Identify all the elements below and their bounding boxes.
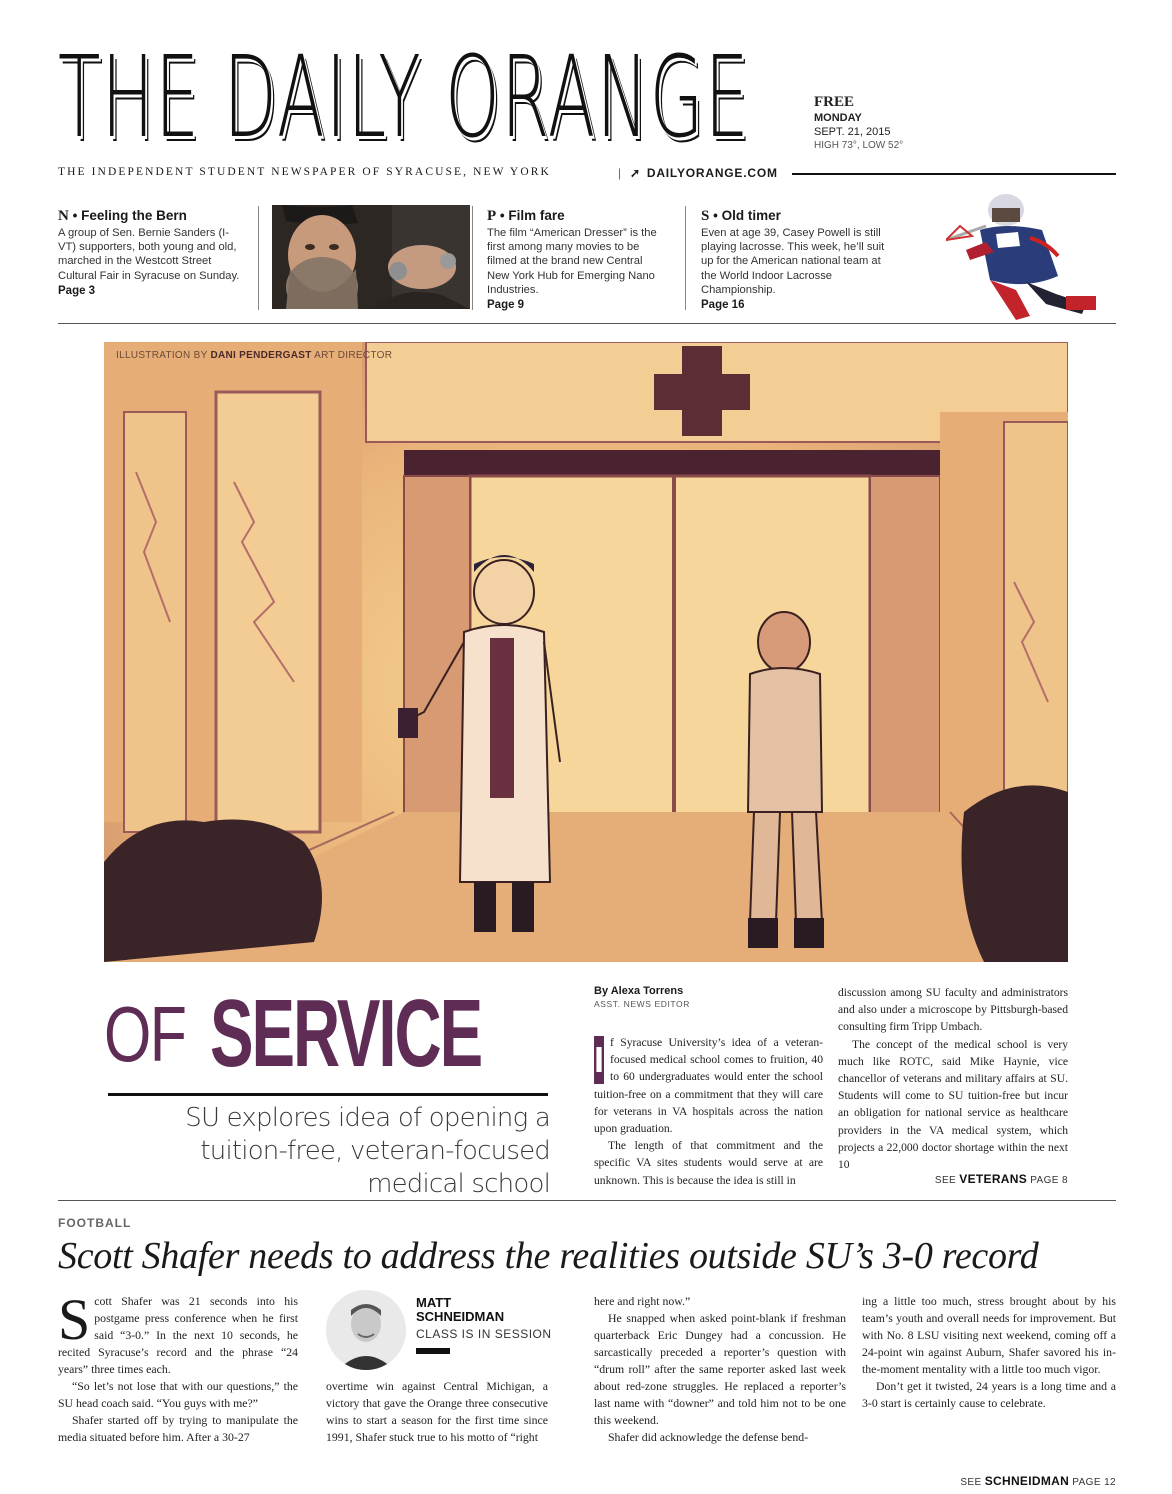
credit-role: ART DIRECTOR xyxy=(311,350,393,361)
section-rule xyxy=(58,1200,1116,1201)
tagline: THE INDEPENDENT STUDENT NEWSPAPER OF SYRACUSE, NEW YORK xyxy=(58,166,551,178)
teaser-body: Even at age 39, Casey Powell is still playing lacrosse. This week, he’ll suit up for the American national team at the World Indoor Lacrosse Championship. xyxy=(701,227,885,296)
story-paragraph: The concept of the medical school is very much like ROTC, said Mike Haynie, vice chancellor of veterans and military affairs at SU. Students will come to SU tuition-free but incur an obligation for national service as healthcare providers in the VA medical system, which projects a 22,000 doctor shortage within the next 10 xyxy=(838,1037,1068,1172)
teaser-body: A group of Sen. Bernie Sanders (I-VT) supporters, both young and old, marched in the Westcott Street Cultural Fair in Syracuse on Sunday. xyxy=(58,227,240,282)
price-label: FREE xyxy=(814,94,855,110)
lacrosse-player-image xyxy=(946,186,1118,322)
teaser-title: • Old timer xyxy=(709,208,781,223)
website-label: DAILYORANGE.COM xyxy=(646,166,778,180)
column-divider xyxy=(472,206,473,310)
website-link[interactable] xyxy=(630,166,778,180)
story-paragraph: ing a little too much, stress brought about by his team’s youth and overall needs for improvement. But with No. 8 LSU visiting next weekend, coming off a 24-point win against Auburn, Shafer savored his in-the-moment mentality with a little too much vigor. xyxy=(862,1294,1116,1376)
column-divider xyxy=(685,206,686,310)
story-paragraph: here and right now.” xyxy=(594,1294,691,1308)
section-letter: P xyxy=(487,208,497,224)
football-column-3 xyxy=(594,1293,846,1446)
byline-role: ASST. NEWS EDITOR xyxy=(594,999,691,1009)
paragraph-text: f Syracuse University’s idea of a veteran-focused medical school comes to fruition, 40 to 60 undergraduates would enter the school tuition-free on a commitment that they will care for veterans in VA hospitals across the nation upon graduation. xyxy=(594,1036,823,1136)
jump-see: SEE xyxy=(934,1175,960,1186)
teaser-page: Page 3 xyxy=(58,284,96,297)
columnist-portrait xyxy=(326,1290,406,1370)
weather-forecast: HIGH 73°, LOW 52° xyxy=(814,140,904,151)
column-title: CLASS IS IN SESSION xyxy=(416,1327,552,1341)
story-paragraph: overtime win against Central Michigan, a victory that gave the Orange three consecutive wins to start a season for the first time since 1991, Shafer stuck true to his motto of “right xyxy=(326,1379,548,1444)
jump-word: SCHNEIDMAN xyxy=(984,1474,1070,1488)
teaser-heading xyxy=(58,208,240,224)
football-headline[interactable]: Scott Shafer needs to address the realities outside SU’s 3-0 record xyxy=(58,1235,1039,1277)
section-kicker: FOOTBALL xyxy=(58,1216,132,1230)
story-paragraph: discussion among SU faculty and administrators and also under a microscope by Pittsburgh-based consulting firm Tripp Umbach. xyxy=(838,986,1068,1034)
story-jump-link[interactable] xyxy=(838,1172,1068,1186)
tagline-separator: | xyxy=(618,165,621,180)
headline-rule xyxy=(108,1093,548,1096)
jump-page: PAGE 8 xyxy=(1027,1175,1068,1186)
football-jump-link[interactable] xyxy=(862,1474,1116,1488)
headline-service: SERVICE xyxy=(210,980,482,1087)
edition-info xyxy=(814,94,934,153)
teaser-news[interactable] xyxy=(58,208,240,299)
story-column-2 xyxy=(838,984,1068,1173)
teaser-title: • Feeling the Bern xyxy=(68,208,187,223)
illustration-credit xyxy=(116,350,392,361)
columnist-name: MATT SCHNEIDMAN xyxy=(416,1295,505,1324)
story-paragraph: Shafer did acknowledge the defense bend- xyxy=(608,1430,809,1444)
paragraph-text: cott Shafer was 21 seconds into his postgame press conference when he first said “3-0.” In the next 10 seconds, he recited Syracuse’s record and the phrase “24 years” three times each. xyxy=(58,1294,298,1376)
cover-illustration xyxy=(104,342,1068,962)
credit-prefix: ILLUSTRATION BY xyxy=(116,350,211,361)
football-column-1 xyxy=(58,1287,298,1446)
jump-see: SEE xyxy=(960,1477,985,1488)
main-headline[interactable] xyxy=(104,980,482,1087)
football-column-2 xyxy=(326,1378,548,1446)
column-divider xyxy=(258,206,259,310)
byline-name: By Alexa Torrens xyxy=(594,985,684,997)
football-column-4 xyxy=(862,1293,1116,1412)
story-paragraph xyxy=(594,1034,823,1137)
bernie-supporter-image xyxy=(272,205,470,309)
teaser-title: • Film fare xyxy=(496,208,565,223)
drop-cap: I xyxy=(594,1036,604,1084)
tagline-rule xyxy=(792,173,1116,175)
jump-word: VETERANS xyxy=(959,1172,1028,1186)
column-accent-bar xyxy=(416,1348,450,1354)
credit-name: DANI PENDERGAST xyxy=(210,350,312,361)
byline xyxy=(594,985,690,1009)
story-paragraph: Don’t get it twisted, 24 years is a long time and a 3-0 start is certainly cause to celebrate. xyxy=(862,1379,1116,1410)
teaser-sports[interactable] xyxy=(701,208,895,313)
story-paragraph: “So let’s not lose that with our questions,” the SU head coach said. “You guys with me?” xyxy=(58,1379,298,1410)
headline-of: OF xyxy=(104,990,186,1078)
teaser-body: The film “American Dresser” is the first among many movies to be filmed at the brand new Central New York Hub for Emerging Nano Industries. xyxy=(487,227,657,296)
story-column-1 xyxy=(594,1034,823,1189)
issue-date: SEPT. 21, 2015 xyxy=(814,126,891,138)
teaser-pulp[interactable] xyxy=(487,208,665,313)
teaser-heading xyxy=(701,208,895,224)
jump-page: PAGE 12 xyxy=(1069,1477,1116,1488)
teaser-page: Page 16 xyxy=(701,299,745,312)
story-paragraph: Shafer started off by trying to manipulate the media situated before him. After a 30-27 xyxy=(58,1413,298,1444)
arrow-icon: ➚ xyxy=(630,166,641,180)
story-paragraph xyxy=(58,1287,298,1378)
hospital-scene-drawing xyxy=(104,342,1068,962)
teaser-rule xyxy=(58,323,1116,324)
section-letter: N xyxy=(58,208,69,224)
masthead-title: THE DAILY ORANGE xyxy=(58,33,750,163)
columnist-avatar xyxy=(326,1290,406,1370)
story-paragraph: He snapped when asked point-blank if freshman quarterback Eric Dungey had a concussion. He sarcastically preceded a reporter’s question with “drum roll” after the same reporter asked last week about red-zone struggles. He replaced a reporter’s last name with “downer” and told him not to be one this weekend. xyxy=(594,1311,846,1427)
headline-deck: SU explores idea of opening a tuition-free, veteran-focused medical school xyxy=(185,1103,550,1199)
drop-cap: S xyxy=(58,1287,91,1352)
section-letter: S xyxy=(701,208,710,224)
issue-day: MONDAY xyxy=(814,112,862,124)
teaser-heading xyxy=(487,208,665,224)
lacrosse-player-photo xyxy=(946,186,1118,322)
bernie-supporter-photo xyxy=(272,205,470,309)
story-paragraph: The length of that commitment and the specific VA sites students would serve at are unknown. This is because the idea is still in xyxy=(594,1139,823,1187)
teaser-page: Page 9 xyxy=(487,299,525,312)
